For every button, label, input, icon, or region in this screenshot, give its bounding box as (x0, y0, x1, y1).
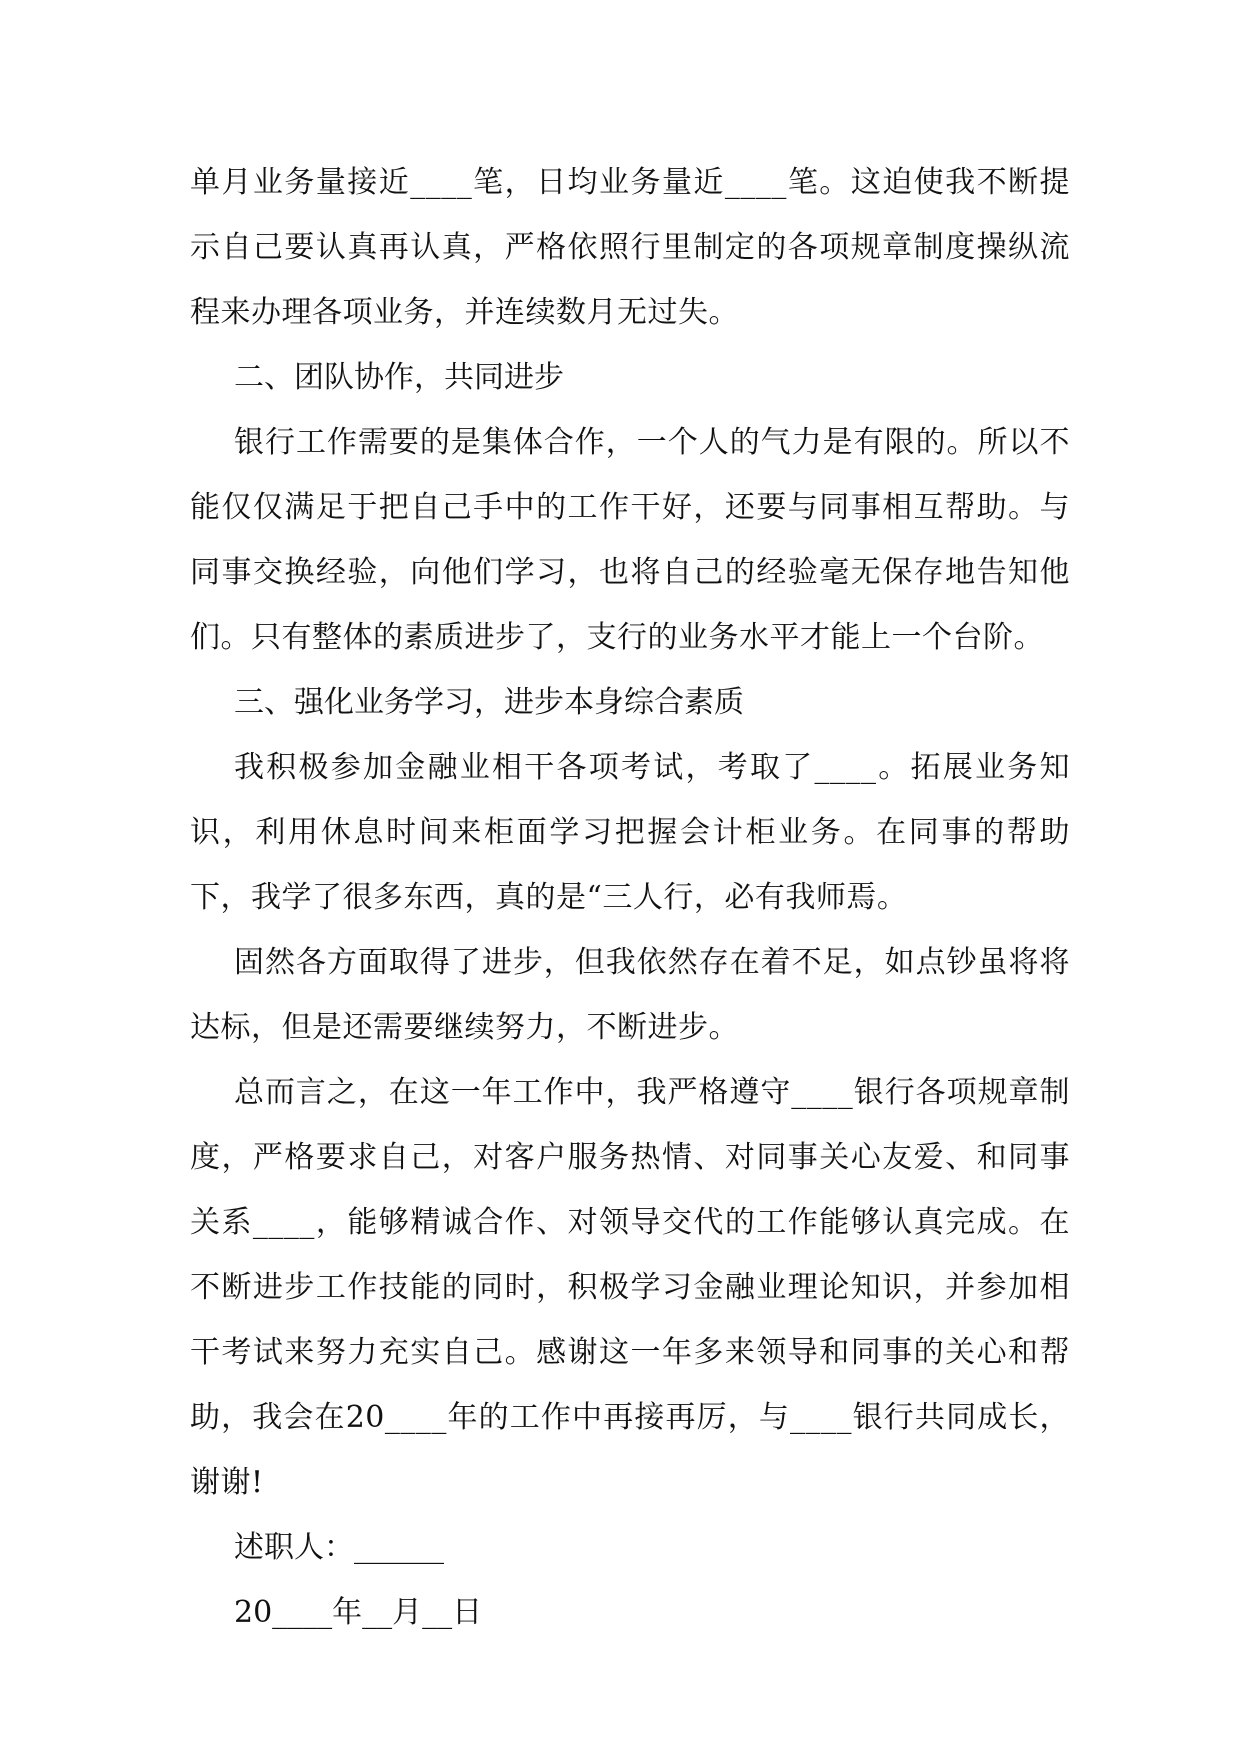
document-page (190, 150, 1070, 1645)
paragraph-shortcomings: 固然各方面取得了进步，但我依然存在着不足，如点钞虽将将达标，但是还需要继续努力，不断进步。 (190, 945, 1070, 1045)
paragraph-workload: 单月业务量接近____笔，日均业务量近____笔。这迫使我不断提示自己要认真再认真，严格依照行里制定的各项规章制度操纵流程来办理各项业务，并连续数月无过失。 (190, 165, 1070, 330)
heading-teamwork: 二、团队协作，共同进步 (234, 360, 564, 395)
paragraph-study: 我积极参加金融业相干各项考试，考取了____。拓展业务知识，利用休息时间来柜面学习把握会计柜业务。在同事的帮助下，我学了很多东西，真的是“三人行，必有我师焉。 (190, 750, 1070, 915)
signature-reporter: 述职人：______ (234, 1530, 444, 1565)
paragraph-teamwork: 银行工作需要的是集体合作，一个人的气力是有限的。所以不能仅仅满足于把自己手中的工作干好，还要与同事相互帮助。与同事交换经验，向他们学习，也将自己的经验毫无保存地告知他们。只有整体的素质进步了，支行的业务水平才能上一个台阶。 (190, 425, 1070, 655)
paragraph-summary: 总而言之，在这一年工作中，我严格遵守____银行各项规章制度，严格要求自己，对客户服务热情、对同事关心友爱、和同事关系____，能够精诚合作、对领导交代的工作能够认真完成。在不断进步工作技能的同时，积极学习金融业理论知识，并参加相干考试来努力充实自己。感谢这一年多来领导和同事的关心和帮助，我会在20____年的工作中再接再厉，与____银行共同成长，谢谢! (190, 1075, 1070, 1500)
heading-study: 三、强化业务学习，进步本身综合素质 (234, 685, 744, 720)
signature-date: 20____年__月__日 (234, 1595, 483, 1630)
